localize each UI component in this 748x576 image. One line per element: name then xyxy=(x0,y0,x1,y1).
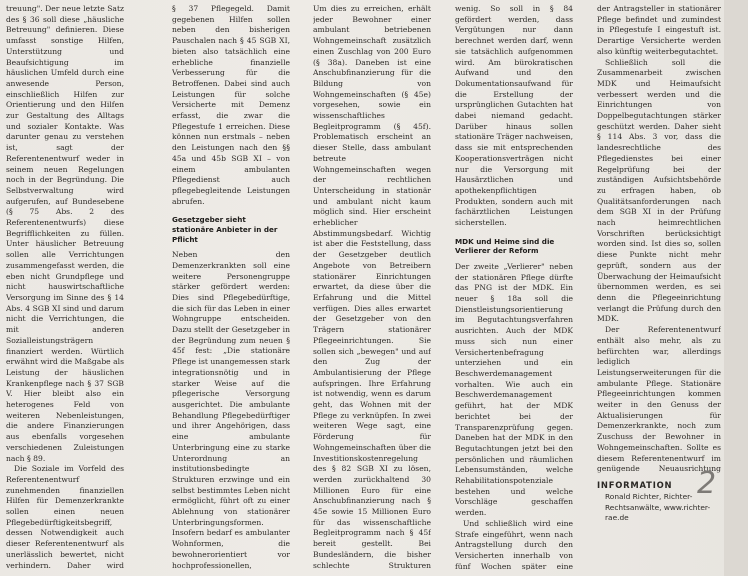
paragraph: Der Referentenentwurf enthält also mehr, als zu befürchten war, allerdings lediglich Leistungserweiterungen für die ambulante Pflege. Stationäre Pflegeeinrichtungen kommen weiter in den Genuss der Aktualisierungen für Demenzerkrankte, noch zum Zuschuss der Bewohner in Wohngemeinschaften. Sollte es diesem Referentenentwurf im genügende Neuausrichtung xyxy=(597,325,721,474)
information-box xyxy=(597,466,721,550)
information-label: INFORMATION xyxy=(597,480,673,490)
paragraph: Die Soziale im Vorfeld des Referentenentwurf zunehmenden finanziellen Hilfen für Demenzerkrankte sollen einen neuen Pflegebedürftigkeitsbegriff, dessen Notwendigkeit auch dieser Referentenentwurf als unerlässlich bewertet, nicht verhindern. Daher wird xyxy=(6,464,124,570)
paragraph: treuung". Der neue letzte Satz des § 36 soll diese „häusliche Betreuung" definieren. Diese umfasst sonstige Hilfen, Unterstützung und Beaufsichtigung im häuslichen Umfeld durch eine anwesende Person, einschließlich Hilfen zur Orientierung und den Hilfen zur Gestaltung des Alltags und sozialer Kontakte. Was darunter genau zu verstehen ist, sagt der Referentenentwurf weder in seinem neuen Regelungen noch in der Begründung. Die Selbstverwaltung wird aufgerufen, auf Bundesebene (§ 75 Abs. 2 des Referentenentwurfs) diese Begrifflichkeiten zu füllen. Unter häuslicher Betreuung sollen alle Verrichtungen zusammengefasst werden, die eben nicht Grundpflege und nicht hauswirtschaftliche Versorgung im Sinne des § 14 Abs. 4 SGB XI sind und darum nicht die Verrichtungen, die mit anderen Sozialleistungsträgern finanziert werden. Würtlich erwähnt wird die Maßgabe als Leistung der häuslichen Krankenpflege nach § 37 SGB V. Hier bleibt also ein heterogenes Feld von weiteren Nebenleistungen, die andere Finanzierungen aus ebenfalls vorgesehen verschiedenen Zuleistungen nach § 89. xyxy=(6,4,124,463)
page-edge xyxy=(724,0,748,576)
section-heading: MDK und Heime sind die Verlierer der Reform xyxy=(455,236,555,256)
text-column-2 xyxy=(172,4,290,570)
information-line: Ronald Richter, Richter- xyxy=(605,492,693,501)
section-heading: Gesetzgeber sieht stationäre Anbieter in der Pflicht xyxy=(172,215,278,244)
paragraph: Neben den Demenzerkrankten soll eine weitere Personengruppe stärker gefördert werden: Dies sind Pflegebedürftige, die sich für das Leben in einer Wohngruppe entscheiden. Dazu stellt der Gesetzgeber in der Begründung zum neuen § 45f fest: „Die stationäre Pflege ist unangemessen stark integrationsnötig und in starker Weise auf die pflegerische Versorgung ausgerichtet. Die ambulante Behandlung Pflegebedürftiger und ihrer Angehörigen, dass eine ambulante Unterbringung eine zu starke Unterordnung an institutionsbedingte Strukturen erzwinge und ein selbst bestimmtes Leben nicht ermöglicht, führt oft zu einer Ablehnung von stationärer Unterbringungsformen. Insofern bedarf es ambulanter Wohnformen, die bewohnerorientiert vor hochprofessionellen, xyxy=(172,250,290,570)
text-column-3 xyxy=(313,4,431,570)
text-column-5 xyxy=(597,4,721,474)
text-column-1 xyxy=(6,4,124,570)
text-column-4 xyxy=(455,4,573,570)
information-line: Rechtsanwälte, www.richter- xyxy=(605,502,711,512)
paragraph: wenig. So soll in § 84 gefördert werden, dass Vergütungen nur dann berechnet werden darf, wenn sie tatsächlich aufgenommen wird. Am bürokratischen Aufwand und den Dokumentationsaufwand für die Erstellung der ursprünglichen Gutachten hat dabei niemand gedacht. Darüber hinaus sollen stationäre Träger nachweisen, dass sie mit entsprechenden Kooperationsverträgen nicht nur die Versorgung mit Hausärztlichen und apothekenpflichtigen Produkten, sondern auch mit fachärztlichen Leistungen sicherstellen. xyxy=(455,4,573,228)
information-number: 2 xyxy=(697,466,717,501)
paragraph: Und schließlich wird eine Strafe eingeführt, wenn nach Antragstellung durch den Versicherten innerhalb von fünf Wochen später eine xyxy=(455,518,573,570)
paragraph: § 37 Pflegegeld. Damit gegebenen Hilfen sollen neben den bisherigen Pauschalen nach § 45 SGB XI, bieten also tatsächlich eine erhebliche finanzielle Verbesserung für die Betroffenen. Dabei sind auch Leistungen für solche Versicherte mit Demenz erfasst, die zwar die Pflegestufe 1 erreichen. Diese können nun erstmals – neben den Leistungen nach den §§ 45a und 45b SGB XI – von einem ambulanten Pflegedienst auch pflegebegleitende Leistungen abrufen. xyxy=(172,4,290,206)
paragraph: der Antragsteller in stationärer Pflege befindet und zumindest in Pflegestufe I eingestuft ist. Derartige Versicherte werden also künftig weiterbegutachtet. xyxy=(597,4,721,56)
paragraph: Der zweite „Verlierer" neben der stationären Pflege dürfte das PNG ist der MDK. Ein neuer § 18a soll die Dienstleistungsorientierung im Begutachtungsverfahren ausrichten. Auch der MDK muss sich nun einer Versichertenbefragung unterziehen und ein Beschwerdemanagement vorhalten. Wie auch ein Beschwerdemanagement geführt, hat der MDK berichtet bei der Transparenzprüfung gegen. Daneben hat der MDK in den Begutachtungen jetzt bei den persönlichen und räumlichen Lebensumständen, welche Rehabilitationspotenziale bestehen und welche Vorschläge geschaffen werden. xyxy=(455,261,573,518)
paragraph: Schließlich soll die Zusammenarbeit zwischen MDK und Heimaufsicht verbessert werden und die Einrichtungen von Doppelbegutachtungen stärker geschützt werden. Daher sieht § 114 Abs. 3 vor, dass die landesrechtliche des Pflegedienstes bei einer Regelprüfung bei der zuständigen Aufsichtsbehörde zu erfragen haben, ob Qualitätsanforderungen nach dem SGB XI in der Prüfung nach heimrechtlichen Vorschriften berücksichtigt worden sind. Ist dies so, sollen diese Punkte nicht mehr geprüft, sondern aus der Überwachung der Heimaufsicht übernommen werden, es sei denn die Pflegeeinrichtung verlangt die Prüfung durch den MDK. xyxy=(597,57,721,324)
information-line: rae.de xyxy=(605,513,629,522)
paragraph: Um dies zu erreichen, erhält jeder Bewohner einer ambulant betriebenen Wohngemeinschaft zusätzlich einen Zuschlag von 200 Euro (§ 38a). Daneben ist eine Anschubfinanzierung für die Bildung von Wohngemeinschaften (§ 45e) vorgesehen, sowie ein wissenschaftliches Begleitprogramm (§ 45f). Problematisch erscheint an dieser Stelle, dass ambulant betreute Wohngemeinschaften wegen der rechtlichen Unterscheidung in stationär und ambulant nicht kaum möglich sind. Hier erscheint erheblicher Abstimmungsbedarf. Wichtig ist aber die Feststellung, dass der Gesetzgeber deutlich Angebote von Betreibern stationärer Einrichtungen erwartet, da diese über die Erfahrung und die Mittel verfügen. Dies alles erwartet der Gesetzgeber von den Trägern stationärer Pflegeeinrichtungen. Sie sollen sich „bewegen" und auf den Zug der Ambulantisierung der Pflege aufspringen. Ihre Erfahrung ist notwendig, wenn es darum geht, das Wohnen mit der Pflege zu verknüpfen. In zwei weiteren Wege sagt, eine Förderung für Wohngemeinschaften über die Investitionskostenregelung des § 82 SGB XI zu lösen, werden zurückhaltend 30 Millionen Euro für eine Anschubfinanzierung nach § 45e sowie 15 Millionen Euro für das wissenschaftliche Begleitprogramm nach § 45f bereit gestellt. Bei Bundesländern, die bisher schlechte Strukturen xyxy=(313,4,431,570)
